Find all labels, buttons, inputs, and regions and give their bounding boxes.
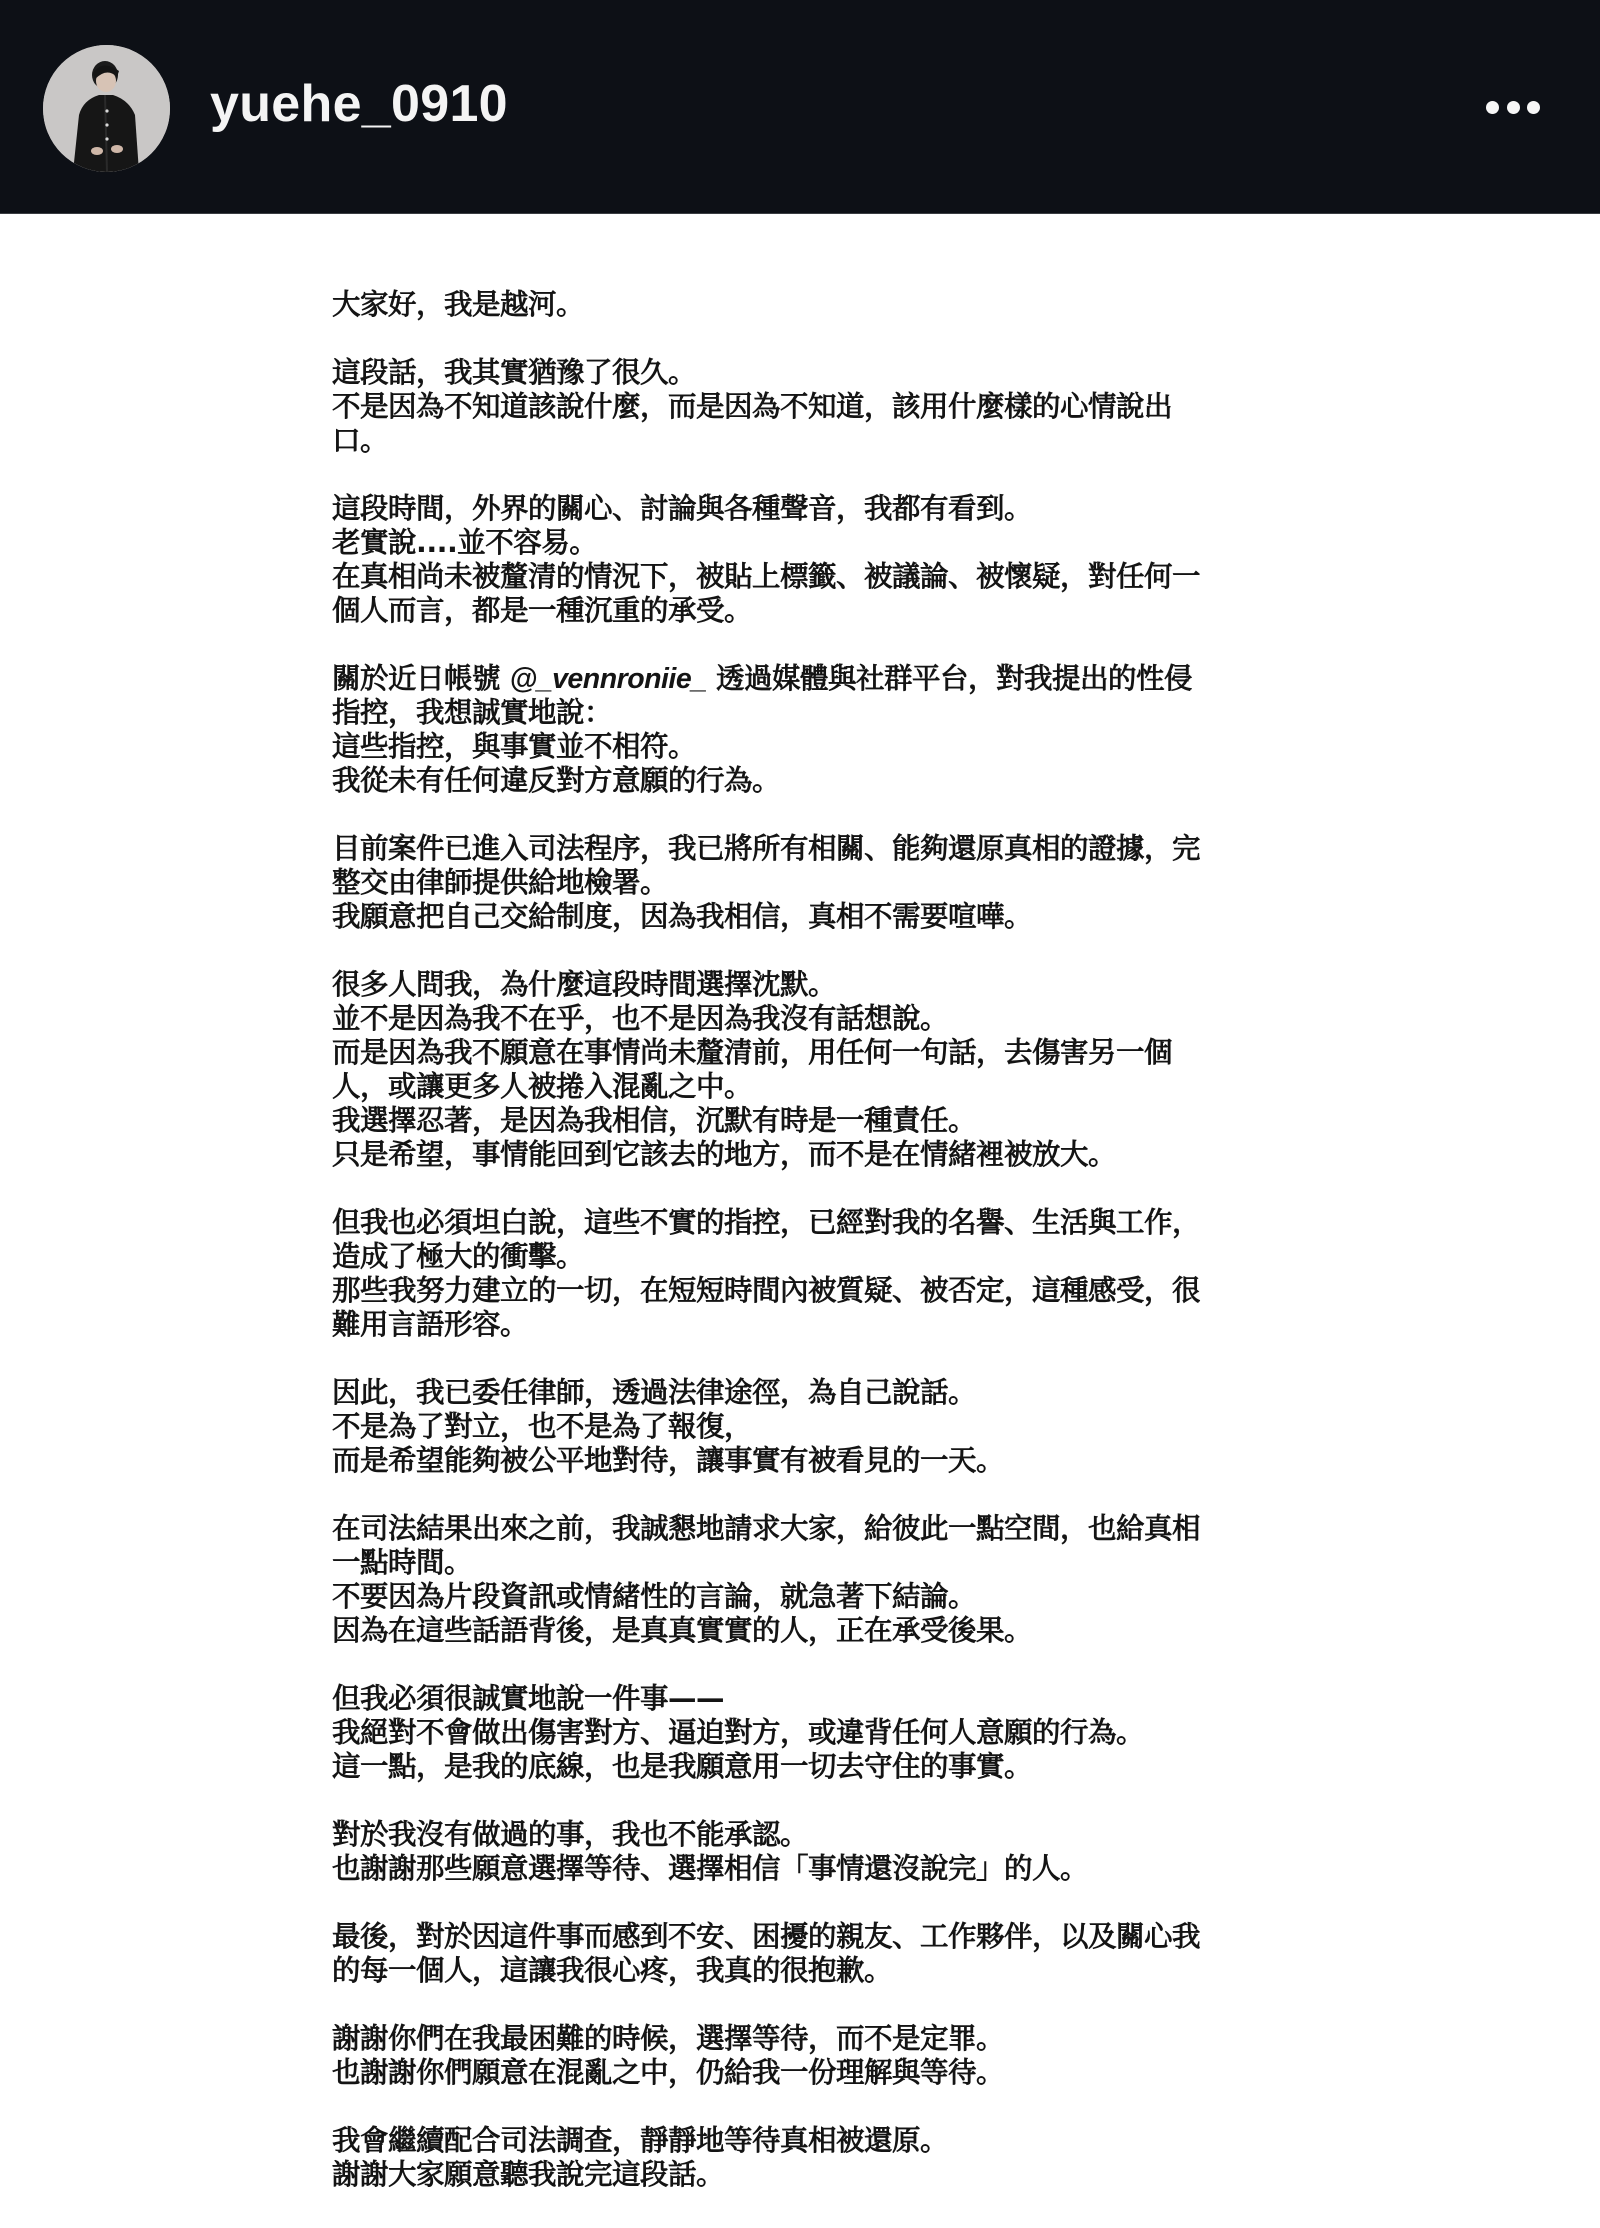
text-line: 但我必須很誠實地說一件事——	[332, 1682, 725, 1715]
paragraph-gap	[332, 2090, 1272, 2124]
text-line: 對於我沒有做過的事，我也不能承認。	[332, 1818, 809, 1851]
paragraph	[332, 356, 1272, 458]
paragraph	[332, 1920, 1272, 1988]
paragraph-gap	[332, 458, 1272, 492]
post-body	[332, 288, 1272, 2192]
text-line: 這一點，是我的底線，也是我願意用一切去守住的事實。	[332, 1750, 1033, 1783]
text-line: 這段時間，外界的關心、討論與各種聲音，我都有看到。	[332, 492, 1033, 525]
paragraph-gap	[332, 1648, 1272, 1682]
avatar[interactable]	[43, 45, 170, 172]
text-line: 這些指控，與事實並不相符。	[332, 730, 697, 763]
text-line: 不是因為不知道該說什麼，而是因為不知道，該用什麼樣的心情說出	[332, 390, 1173, 423]
text-line: 難用言語形容。	[332, 1308, 529, 1341]
text-line: 不是為了對立，也不是為了報復，	[332, 1410, 753, 1443]
text-line: 也謝謝那些願意選擇等待、選擇相信「事情還沒說完」的人。	[332, 1852, 1089, 1885]
text-line: 而是希望能夠被公平地對待，讓事實有被看見的一天。	[332, 1444, 1005, 1477]
text-line: 造成了極大的衝擊。	[332, 1240, 585, 1273]
paragraph-gap	[332, 934, 1272, 968]
text-line: 目前案件已進入司法程序，我已將所有相關、能夠還原真相的證據，完	[332, 832, 1201, 865]
text-line: 的每一個人，這讓我很心疼，我真的很抱歉。	[332, 1954, 893, 1987]
paragraph-gap	[332, 628, 1272, 662]
paragraph-gap	[332, 1988, 1272, 2022]
text-line: 並不是因為我不在乎，也不是因為我沒有話想說。	[332, 1002, 949, 1035]
post-header	[0, 0, 1600, 214]
text-line: 老實說....並不容易。	[332, 526, 598, 559]
paragraph-gap	[332, 1784, 1272, 1818]
text-line: 我願意把自己交給制度，因為我相信，真相不需要喧嘩。	[332, 900, 1033, 933]
more-horizontal-icon	[1486, 101, 1499, 114]
more-horizontal-icon	[1527, 101, 1540, 114]
more-options-button[interactable]	[1472, 90, 1554, 124]
avatar-person-icon	[43, 45, 170, 172]
paragraph	[332, 1376, 1272, 1478]
account-mention-link[interactable]: @_vennroniie_	[509, 663, 707, 695]
text-line: 這段話，我其實猶豫了很久。	[332, 356, 697, 389]
text-line: 最後，對於因這件事而感到不安、困擾的親友、工作夥伴，以及關心我	[332, 1920, 1201, 1953]
text-line: 很多人問我，為什麼這段時間選擇沈默。	[332, 968, 837, 1001]
paragraph-gap	[332, 322, 1272, 356]
paragraph-gap	[332, 1172, 1272, 1206]
text-line: 大家好，我是越河。	[332, 288, 585, 321]
text-line: 但我也必須坦白說，這些不實的指控，已經對我的名譽、生活與工作，	[332, 1206, 1201, 1239]
paragraph	[332, 288, 1272, 322]
text-line: 因為在這些話語背後，是真真實實的人，正在承受後果。	[332, 1614, 1033, 1647]
text-line: 一點時間。	[332, 1546, 473, 1579]
mention-prefix: 關於近日帳號	[332, 662, 510, 695]
text-line: 謝謝大家願意聽我說完這段話。	[332, 2158, 725, 2191]
paragraph	[332, 662, 1272, 798]
text-line: 人，或讓更多人被捲入混亂之中。	[332, 1070, 753, 1103]
text-line: 指控，我想誠實地說：	[332, 696, 613, 729]
more-horizontal-icon	[1507, 101, 1520, 114]
text-line: 只是希望，事情能回到它該去的地方，而不是在情緒裡被放大。	[332, 1138, 1117, 1171]
text-line: 我從未有任何違反對方意願的行為。	[332, 764, 781, 797]
text-line: 個人而言，都是一種沉重的承受。	[332, 594, 753, 627]
text-line: 不要因為片段資訊或情緒性的言論，就急著下結論。	[332, 1580, 977, 1613]
paragraph	[332, 1818, 1272, 1886]
text-line: 我會繼續配合司法調查，靜靜地等待真相被還原。	[332, 2124, 949, 2157]
paragraph-gap	[332, 1342, 1272, 1376]
paragraph	[332, 1682, 1272, 1784]
text-line: 口。	[332, 424, 389, 457]
text-line: 也謝謝你們願意在混亂之中，仍給我一份理解與等待。	[332, 2056, 1005, 2089]
text-line: 因此，我已委任律師，透過法律途徑，為自己說話。	[332, 1376, 977, 1409]
paragraph-gap	[332, 1478, 1272, 1512]
text-line: 我選擇忍著，是因為我相信，沉默有時是一種責任。	[332, 1104, 977, 1137]
text-line: 那些我努力建立的一切，在短短時間內被質疑、被否定，這種感受，很	[332, 1274, 1201, 1307]
text-line: 謝謝你們在我最困難的時候，選擇等待，而不是定罪。	[332, 2022, 1005, 2055]
text-line: 整交由律師提供給地檢署。	[332, 866, 669, 899]
text-line: 我絕對不會做出傷害對方、逼迫對方，或違背任何人意願的行為。	[332, 1716, 1145, 1749]
paragraph	[332, 2124, 1272, 2192]
paragraph	[332, 968, 1272, 1172]
username[interactable]: yuehe_0910	[210, 75, 508, 133]
text-line: 在司法結果出來之前，我誠懇地請求大家，給彼此一點空間，也給真相	[332, 1512, 1201, 1545]
paragraph-gap	[332, 1886, 1272, 1920]
text-line: 在真相尚未被釐清的情況下，被貼上標籤、被議論、被懷疑，對任何一	[332, 560, 1201, 593]
paragraph	[332, 2022, 1272, 2090]
paragraph	[332, 492, 1272, 628]
text-line	[332, 662, 1272, 696]
paragraph-gap	[332, 798, 1272, 832]
mention-suffix: 透過媒體與社群平台，對我提出的性侵	[706, 662, 1192, 695]
text-line: 而是因為我不願意在事情尚未釐清前，用任何一句話，去傷害另一個	[332, 1036, 1173, 1069]
paragraph	[332, 832, 1272, 934]
paragraph	[332, 1512, 1272, 1648]
paragraph	[332, 1206, 1272, 1342]
